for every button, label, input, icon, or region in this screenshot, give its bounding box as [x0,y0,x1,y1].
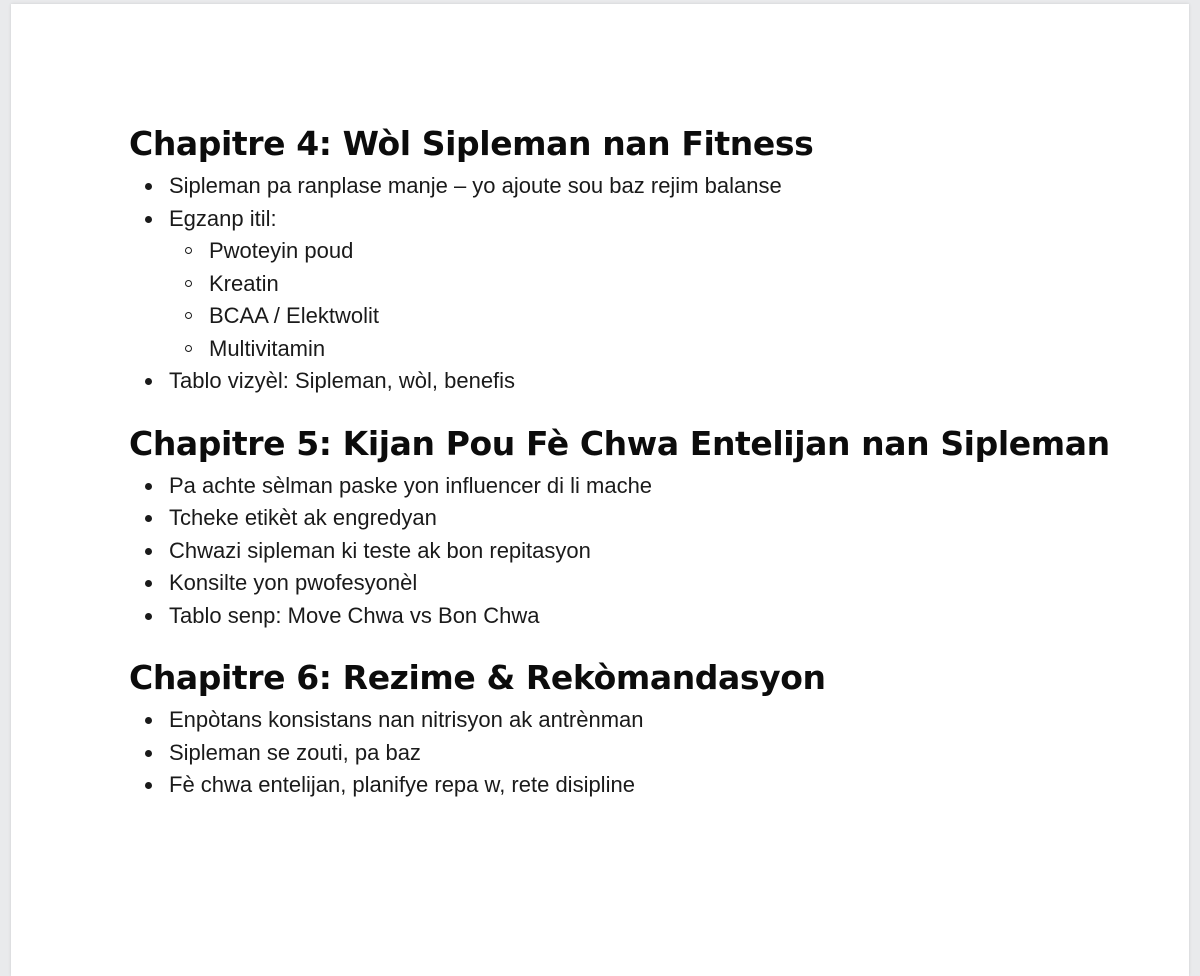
list-item-text: Chwazi sipleman ki teste ak bon repitasyon [169,537,591,563]
list-item [169,567,1169,600]
list-item [169,704,1169,737]
sub-list-item: Pwoteyin poud [209,235,1169,268]
list-item [169,203,1169,366]
list-item [169,600,1169,633]
list-item [169,535,1169,568]
chapter-title: Chapitre 4: Wòl Sipleman nan Fitness [129,124,814,163]
sub-list-item: Multivitamin [209,333,1169,366]
chapter-6 [129,656,1169,802]
list-item-text: Egzanp itil: [169,205,277,231]
list-item-text: Sipleman se zouti, pa baz [169,739,421,765]
chapter-title: Chapitre 5: Kijan Pou Fè Chwa Entelijan nan Sipleman [129,423,1110,463]
document-page [11,4,1189,976]
list-item [169,737,1169,770]
list-item-text: Fè chwa entelijan, planifye repa w, rete disipline [169,772,635,797]
list-item [169,470,1169,503]
list-item-text: Tcheke etikèt ak engredyan [169,505,437,530]
list-item [169,170,1169,203]
list-item-text: Sipleman pa ranplase manje – yo ajoute sou baz rejim balanse [169,173,782,198]
bullet-list [129,704,1169,802]
chapter-5 [129,422,1169,633]
list-item [169,365,1169,398]
list-item [169,502,1169,535]
list-item-text: Enpòtans konsistans nan nitrisyon ak antrènman [169,707,644,732]
sub-bullet-list [169,235,1169,365]
list-item-text: Pa achte sèlman paske yon influencer di li mache [169,472,653,498]
bullet-list [129,470,1169,633]
sub-list-item: Kreatin [209,268,1169,301]
document-content [129,122,1169,802]
sub-list-item: BCAA / Elektwolit [209,300,1169,333]
bullet-list [129,170,1169,398]
chapter-title: Chapitre 6: Rezime & Rekòmandasyon [129,658,826,697]
list-item-text: Tablo vizyèl: Sipleman, wòl, benefis [169,368,516,393]
list-item-text: Tablo senp: Move Chwa vs Bon Chwa [169,602,540,628]
list-item-text: Konsilte yon pwofesyonèl [169,570,418,595]
chapter-4 [129,122,1169,398]
list-item [169,769,1169,802]
